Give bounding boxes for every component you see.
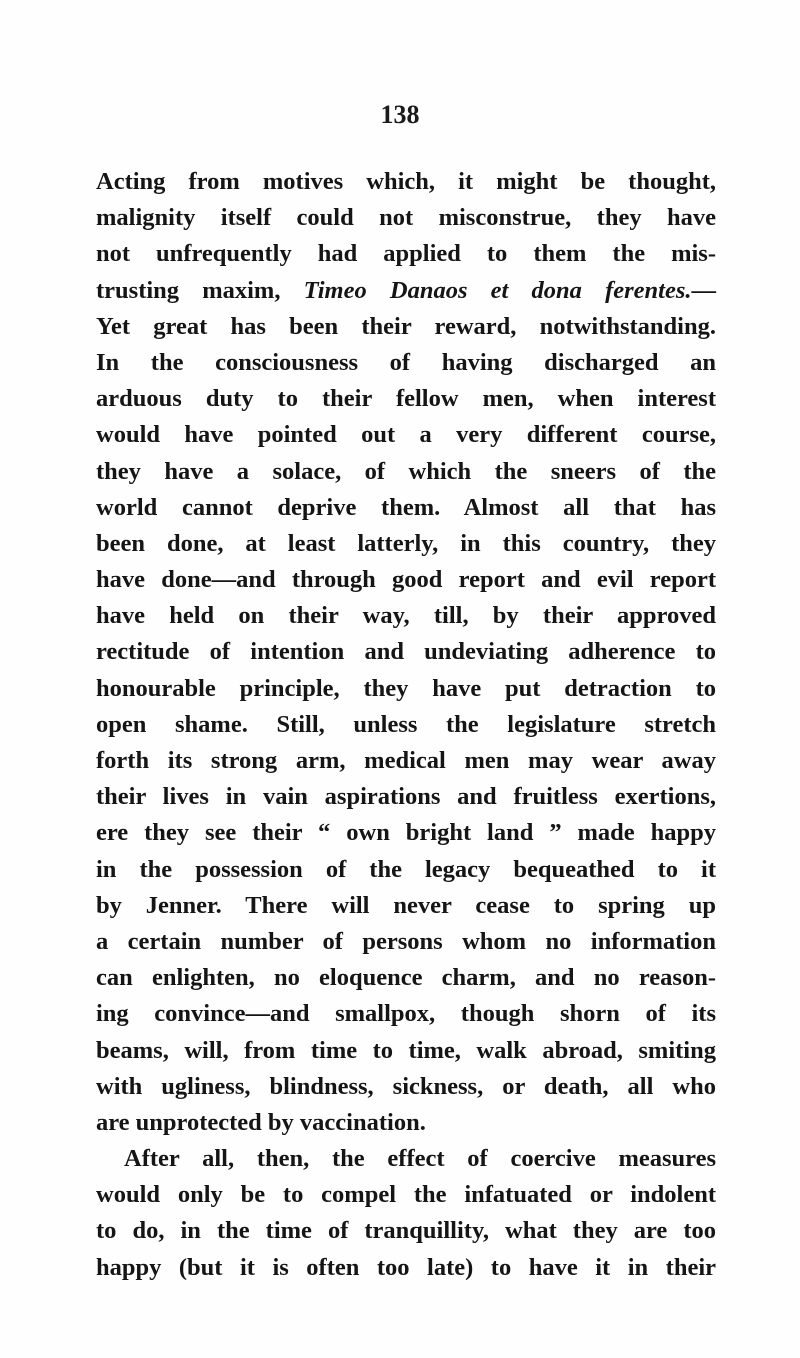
text-line: honourable principle, they have put detraction to [96, 674, 716, 702]
text-line: can enlighten, no eloquence charm, and no reason- [96, 964, 716, 992]
text-line: happy (but it is often too late) to have it in their [96, 1253, 716, 1281]
text-line: In the consciousness of having discharged an [96, 348, 716, 376]
text-line: a certain number of persons whom no information [96, 927, 716, 955]
text-line-with-latin-maxim [96, 273, 716, 309]
text-line: malignity itself could not misconstrue, they have [96, 204, 716, 232]
page-number: 138 [380, 100, 420, 129]
text-line: they have a solace, of which the sneers of the [96, 457, 716, 485]
text-line: have done—and through good report and evil report [96, 566, 716, 594]
text-line: would have pointed out a very different course, [96, 421, 716, 449]
text-line: ere they see their “ own bright land ” made happy [96, 819, 716, 847]
text-line: by Jenner. There will never cease to spring up [96, 891, 716, 919]
text-line: have held on their way, till, by their approved [96, 602, 716, 630]
text-line: their lives in vain aspirations and fruitless exertions, [96, 783, 716, 811]
text-line: open shame. Still, unless the legislature stretch [96, 710, 716, 738]
text-line: beams, will, from time to time, walk abroad, smiting [96, 1036, 716, 1064]
text-line-lead: trusting maxim, [96, 276, 304, 304]
text-line-paragraph-end: are unprotected by vaccination. [96, 1108, 426, 1136]
text-line-paragraph-start: After all, then, the effect of coercive measures [124, 1145, 716, 1173]
text-line: in the possession of the legacy bequeathed to it [96, 855, 716, 883]
text-line: not unfrequently had applied to them the mis- [96, 240, 716, 268]
text-line: arduous duty to their fellow men, when interest [96, 385, 716, 413]
text-line: Yet great has been their reward, notwithstanding. [96, 312, 716, 340]
text-line: been done, at least latterly, in this country, they [96, 529, 716, 557]
text-line: rectitude of intention and undeviating adherence to [96, 638, 716, 666]
text-line: ing convince—and smallpox, though shorn of its [96, 1000, 716, 1028]
body-text [96, 164, 716, 1286]
latin-maxim: Timeo Danaos et dona ferentes. [303, 276, 692, 304]
text-line: to do, in the time of tranquillity, what they are too [96, 1217, 716, 1245]
text-line: would only be to compel the infatuated or indolent [96, 1181, 716, 1209]
text-line: Acting from motives which, it might be thought, [96, 168, 716, 195]
text-line: forth its strong arm, medical men may wear away [96, 747, 716, 774]
text-line: world cannot deprive them. Almost all that has [96, 493, 716, 521]
em-dash: — [691, 276, 716, 304]
text-line: with ugliness, blindness, sickness, or death, all who [96, 1072, 716, 1100]
